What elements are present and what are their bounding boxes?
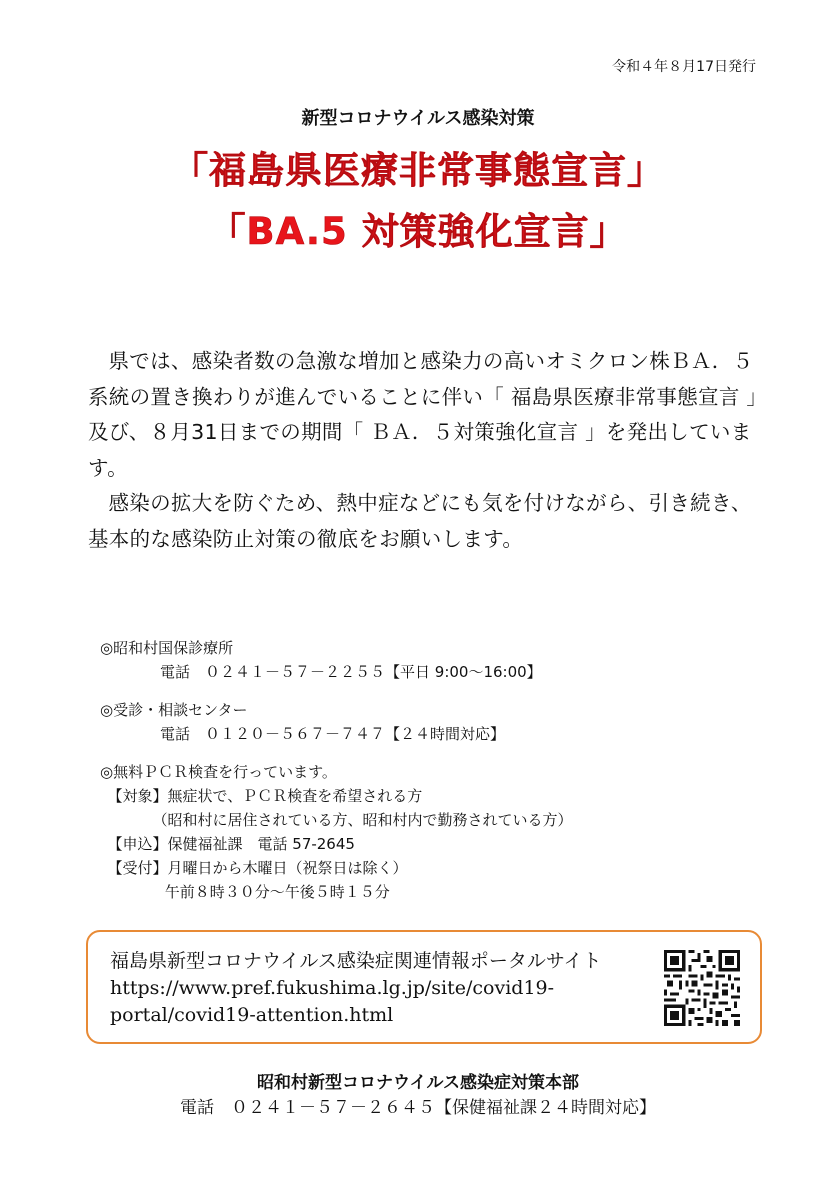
clinic-phone: 電話 ０２４１－５７－２２５５【平日 9:00～16:00】 <box>100 663 542 681</box>
pcr-hours: 午前８時３０分～午後５時１５分 <box>100 883 390 901</box>
footer-organization: 昭和村新型コロナウイルス感染症対策本部 <box>257 1073 579 1093</box>
footer-phone: 電話 ０２４１－５７－２６４５【保健福祉課２４時間対応】 <box>180 1098 656 1118</box>
pcr-reception: 【受付】月曜日から木曜日（祝祭日は除く） <box>100 859 408 877</box>
portal-text <box>110 948 602 1029</box>
subtitle: 新型コロナウイルス感染対策 <box>301 108 535 129</box>
contact-list <box>100 636 573 904</box>
center-phone: 電話 ０１２０－５６７－７４７【２４時間対応】 <box>100 725 506 743</box>
portal-title: 福島県新型コロナウイルス感染症関連情報ポータルサイト <box>110 950 602 972</box>
clinic-name: ◎昭和村国保診療所 <box>100 639 234 657</box>
body-text <box>88 344 758 557</box>
pcr-title: ◎無料ＰＣＲ検査を行っています。 <box>100 763 337 781</box>
pcr-target-note: （昭和村に居住されている方、昭和村内で勤務されている方） <box>100 811 573 829</box>
headline-emergency-declaration: 「福島県医療非常事態宣言」 <box>171 149 665 192</box>
pcr-apply: 【申込】保健福祉課 電話 57-2645 <box>100 835 355 853</box>
portal-url-line-2[interactable]: portal/covid19-attention.html <box>110 1004 394 1026</box>
pcr-target: 【対象】無症状で、ＰＣＲ検査を希望される方 <box>100 787 423 805</box>
portal-info-box <box>86 930 762 1044</box>
body-paragraph-2: 感染の拡大を防ぐため、熱中症などにも気を付けながら、引き続き、基本的な感染防止対策の徹底をお願いします。 <box>88 491 752 551</box>
issue-date: 令和４年８月17日発行 <box>612 59 756 75</box>
headline-ba5-declaration: 「BA.5 対策強化宣言」 <box>208 210 628 253</box>
center-name: ◎受診・相談センター <box>100 701 248 719</box>
portal-url-line-1[interactable]: https://www.pref.fukushima.lg.jp/site/covid19- <box>110 977 555 999</box>
qr-code-icon[interactable] <box>664 950 740 1026</box>
body-paragraph-1: 県では、感染者数の急激な増加と感染力の高いオミクロン株ＢＡ．５系統の置き換わりが進んでいることに伴い「 福島県医療非常事態宣言 」及び、８月31日までの期間「 ＢＡ．５対策強化宣言 」を発出しています。 <box>88 349 757 480</box>
